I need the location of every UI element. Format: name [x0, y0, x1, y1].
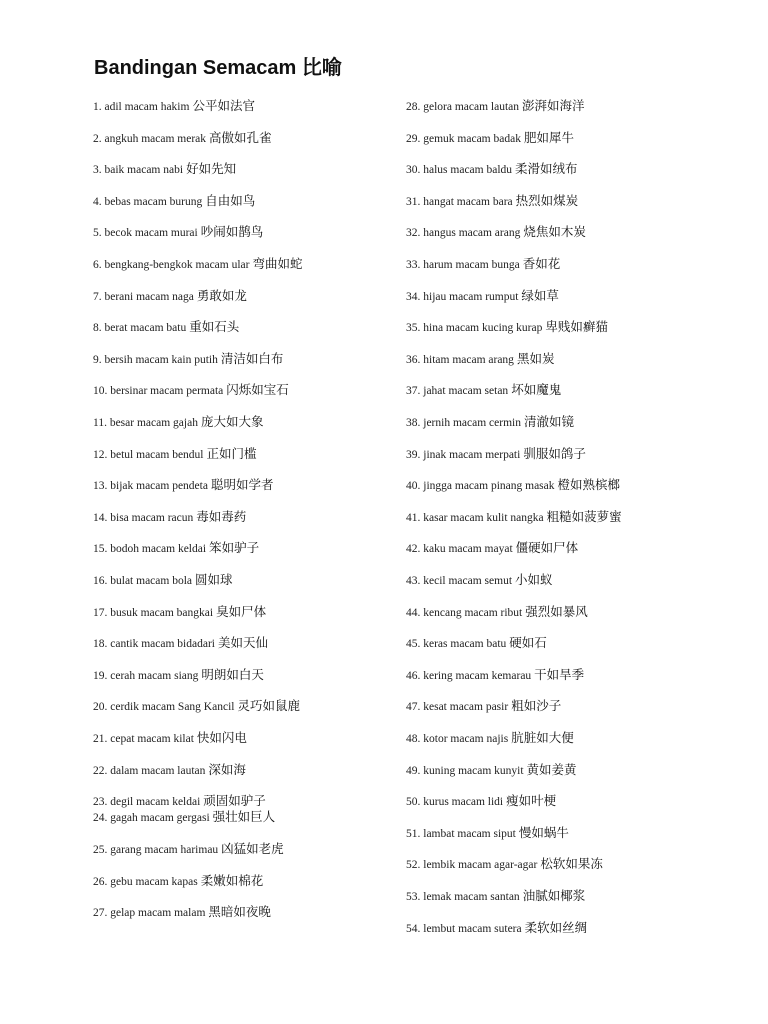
simile-item [93, 98, 255, 115]
simile-chinese-text: 肮脏如大便 [511, 730, 574, 745]
simile-chinese-text: 柔嫩如棉花 [200, 873, 264, 888]
simile-chinese-text: 肥如犀牛 [523, 130, 574, 145]
simile-malay-text: 35. hina macam kucing kurap [406, 322, 543, 334]
simile-item [93, 256, 303, 273]
simile-malay-text: 41. kasar macam kulit nangka [406, 512, 544, 524]
simile-malay-text: 43. kecil macam semut [406, 575, 513, 587]
simile-item [93, 698, 300, 715]
simile-malay-text: 10. bersinar macam permata [93, 385, 224, 397]
simile-chinese-text: 重如石头 [189, 319, 240, 334]
simile-item [406, 161, 578, 178]
simile-chinese-text: 深如海 [208, 762, 246, 777]
simile-chinese-text: 凶猛如老虎 [221, 841, 284, 856]
simile-item [406, 224, 586, 241]
simile-malay-text: 4. bebas macam burung [93, 196, 203, 208]
simile-malay-text: 1. adil macam hakim [93, 101, 190, 113]
simile-item [406, 351, 554, 368]
page-title: Bandingan Semacam 比喻 [94, 57, 342, 79]
simile-item [93, 635, 268, 652]
simile-malay-text: 7. berani macam naga [93, 291, 194, 303]
simile-malay-text: 42. kaku macam mayat [406, 543, 513, 555]
simile-item [406, 572, 553, 589]
simile-malay-text: 14. bisa macam racun [93, 512, 194, 524]
simile-malay-text: 45. keras macam batu [406, 638, 507, 650]
simile-chinese-text: 笨如驴子 [209, 540, 260, 555]
simile-malay-text: 22. dalam macam lautan [93, 765, 206, 777]
simile-chinese-text: 粗如沙子 [511, 698, 562, 713]
simile-item [406, 193, 578, 210]
simile-item [406, 888, 585, 905]
simile-item [93, 446, 257, 463]
simile-item [406, 825, 569, 842]
simile-item [406, 667, 584, 684]
simile-item [93, 809, 275, 826]
simile-chinese-text: 柔软如丝绸 [524, 920, 588, 935]
simile-malay-text: 26. gebu macam kapas [93, 876, 198, 888]
simile-chinese-text: 美如天仙 [217, 635, 268, 650]
simile-item [93, 762, 246, 779]
simile-chinese-text: 松软如果冻 [540, 856, 603, 871]
simile-item [93, 161, 236, 178]
simile-item [93, 193, 255, 210]
simile-item [93, 730, 247, 747]
simile-chinese-text: 僵硬如尸体 [515, 540, 579, 555]
simile-malay-text: 36. hitam macam arang [406, 354, 514, 366]
simile-chinese-text: 强壮如巨人 [212, 809, 276, 824]
simile-chinese-text: 好如先知 [186, 161, 237, 176]
simile-item [406, 288, 559, 305]
simile-chinese-text: 黑暗如夜晚 [208, 904, 271, 919]
simile-chinese-text: 慢如蜗牛 [518, 825, 569, 840]
simile-chinese-text: 小如蚁 [515, 572, 553, 587]
simile-item [93, 414, 263, 431]
simile-item [406, 604, 588, 621]
simile-chinese-text: 清澈如镜 [523, 414, 574, 429]
simile-item [93, 477, 273, 494]
simile-malay-text: 52. lembik macam agar-agar [406, 859, 538, 871]
simile-item [93, 319, 239, 336]
simile-item [93, 288, 247, 305]
simile-malay-text: 15. bodoh macam keldai [93, 543, 207, 555]
simile-malay-text: 21. cepat macam kilat [93, 733, 194, 745]
simile-item [93, 509, 246, 526]
simile-chinese-text: 卑贱如癣猫 [545, 319, 608, 334]
simile-malay-text: 37. jahat macam setan [406, 385, 509, 397]
simile-chinese-text: 自由如鸟 [205, 193, 256, 208]
simile-chinese-text: 绿如草 [521, 288, 559, 303]
simile-malay-text: 25. garang macam harimau [93, 844, 219, 856]
simile-malay-text: 50. kurus macam lidi [406, 796, 504, 808]
simile-chinese-text: 驯服如鸽子 [523, 446, 586, 461]
simile-item [406, 98, 585, 115]
simile-item [406, 256, 560, 273]
simile-chinese-text: 清洁如白布 [220, 351, 284, 366]
simile-malay-text: 3. baik macam nabi [93, 164, 184, 176]
simile-item [93, 793, 266, 810]
simile-item [406, 920, 587, 937]
simile-item [406, 130, 574, 147]
simile-item [93, 841, 284, 858]
simile-item [406, 446, 586, 463]
simile-malay-text: 27. gelap macam malam [93, 907, 206, 919]
simile-chinese-text: 粗糙如菠萝蜜 [546, 509, 622, 524]
simile-item [93, 224, 263, 241]
simile-item [93, 130, 272, 147]
simile-item [93, 667, 264, 684]
simile-chinese-text: 瘦如叶梗 [506, 793, 557, 808]
simile-chinese-text: 热烈如煤炭 [515, 193, 579, 208]
simile-malay-text: 40. jingga macam pinang masak [406, 480, 555, 492]
simile-chinese-text: 干如旱季 [534, 667, 585, 682]
simile-malay-text: 33. harum macam bunga [406, 259, 520, 271]
simile-malay-text: 16. bulat macam bola [93, 575, 192, 587]
simile-malay-text: 20. cerdik macam Sang Kancil [93, 701, 235, 713]
simile-chinese-text: 橙如熟槟榔 [557, 477, 621, 492]
simile-item [406, 509, 622, 526]
simile-malay-text: 28. gelora macam lautan [406, 101, 520, 113]
simile-malay-text: 34. hijau macam rumput [406, 291, 519, 303]
simile-chinese-text: 香如花 [522, 256, 561, 271]
simile-malay-text: 23. degil macam keldai [93, 796, 201, 808]
simile-item [406, 382, 561, 399]
simile-item [406, 793, 556, 810]
simile-item [406, 698, 561, 715]
simile-malay-text: 47. kesat macam pasir [406, 701, 509, 713]
simile-item [93, 351, 283, 368]
simile-chinese-text: 烧焦如木炭 [523, 224, 586, 239]
simile-malay-text: 11. besar macam gajah [93, 417, 198, 429]
simile-item [406, 762, 577, 779]
simile-malay-text: 24. gagah macam gergasi [93, 812, 210, 824]
simile-chinese-text: 勇敢如龙 [196, 288, 247, 303]
simile-malay-text: 38. jernih macam cermin [406, 417, 521, 429]
simile-malay-text: 51. lambat macam siput [406, 828, 516, 840]
simile-chinese-text: 灵巧如鼠鹿 [237, 698, 300, 713]
simile-chinese-text: 黄如姜黄 [526, 762, 577, 777]
simile-chinese-text: 公平如法官 [192, 98, 255, 113]
simile-item [93, 540, 259, 557]
simile-item [406, 414, 574, 431]
simile-malay-text: 12. betul macam bendul [93, 449, 204, 461]
simile-chinese-text: 柔滑如绒布 [515, 161, 578, 176]
simile-chinese-text: 高傲如孔雀 [209, 130, 272, 145]
simile-malay-text: 5. becok macam murai [93, 227, 198, 239]
simile-chinese-text: 黑如炭 [516, 351, 555, 366]
simile-item [93, 382, 289, 399]
simile-item [406, 730, 574, 747]
simile-chinese-text: 正如门槛 [206, 446, 257, 461]
simile-item [406, 540, 578, 557]
simile-item [93, 904, 271, 921]
simile-chinese-text: 硬如石 [509, 635, 547, 650]
simile-item [93, 572, 233, 589]
simile-malay-text: 48. kotor macam najis [406, 733, 509, 745]
simile-chinese-text: 庞大如大象 [200, 414, 264, 429]
simile-malay-text: 44. kencang macam ribut [406, 607, 523, 619]
simile-malay-text: 8. berat macam batu [93, 322, 187, 334]
simile-malay-text: 53. lemak macam santan [406, 891, 520, 903]
simile-chinese-text: 弯曲如蛇 [252, 256, 303, 271]
simile-chinese-text: 快如闪电 [196, 730, 247, 745]
simile-item [406, 319, 608, 336]
simile-malay-text: 13. bijak macam pendeta [93, 480, 208, 492]
simile-item [406, 477, 620, 494]
simile-chinese-text: 明朗如白天 [201, 667, 264, 682]
simile-malay-text: 9. bersih macam kain putih [93, 354, 218, 366]
simile-malay-text: 31. hangat macam bara [406, 196, 513, 208]
simile-malay-text: 49. kuning macam kunyit [406, 765, 524, 777]
simile-chinese-text: 油腻如椰浆 [522, 888, 586, 903]
simile-malay-text: 30. halus macam baldu [406, 164, 513, 176]
simile-chinese-text: 强烈如暴风 [525, 604, 588, 619]
simile-chinese-text: 聪明如学者 [210, 477, 274, 492]
simile-malay-text: 6. bengkang-bengkok macam ular [93, 259, 250, 271]
simile-item [93, 873, 263, 890]
simile-malay-text: 54. lembut macam sutera [406, 923, 522, 935]
simile-malay-text: 18. cantik macam bidadari [93, 638, 215, 650]
simile-malay-text: 17. busuk macam bangkai [93, 607, 214, 619]
simile-chinese-text: 毒如毒药 [196, 509, 247, 524]
simile-malay-text: 46. kering macam kemarau [406, 670, 532, 682]
simile-chinese-text: 澎湃如海洋 [522, 98, 585, 113]
simile-chinese-text: 坏如魔鬼 [511, 382, 562, 397]
simile-chinese-text: 臭如尸体 [216, 604, 267, 619]
simile-malay-text: 29. gemuk macam badak [406, 133, 521, 145]
simile-malay-text: 32. hangus macam arang [406, 227, 521, 239]
simile-chinese-text: 闪烁如宝石 [226, 382, 289, 397]
simile-chinese-text: 圆如球 [195, 572, 233, 587]
simile-malay-text: 39. jinak macam merpati [406, 449, 521, 461]
simile-chinese-text: 吵闹如鹊鸟 [200, 224, 264, 239]
simile-chinese-text: 顽固如驴子 [203, 793, 266, 808]
simile-item [93, 604, 266, 621]
simile-item [406, 635, 547, 652]
simile-malay-text: 19. cerah macam siang [93, 670, 199, 682]
simile-item [406, 856, 603, 873]
simile-malay-text: 2. angkuh macam merak [93, 133, 207, 145]
